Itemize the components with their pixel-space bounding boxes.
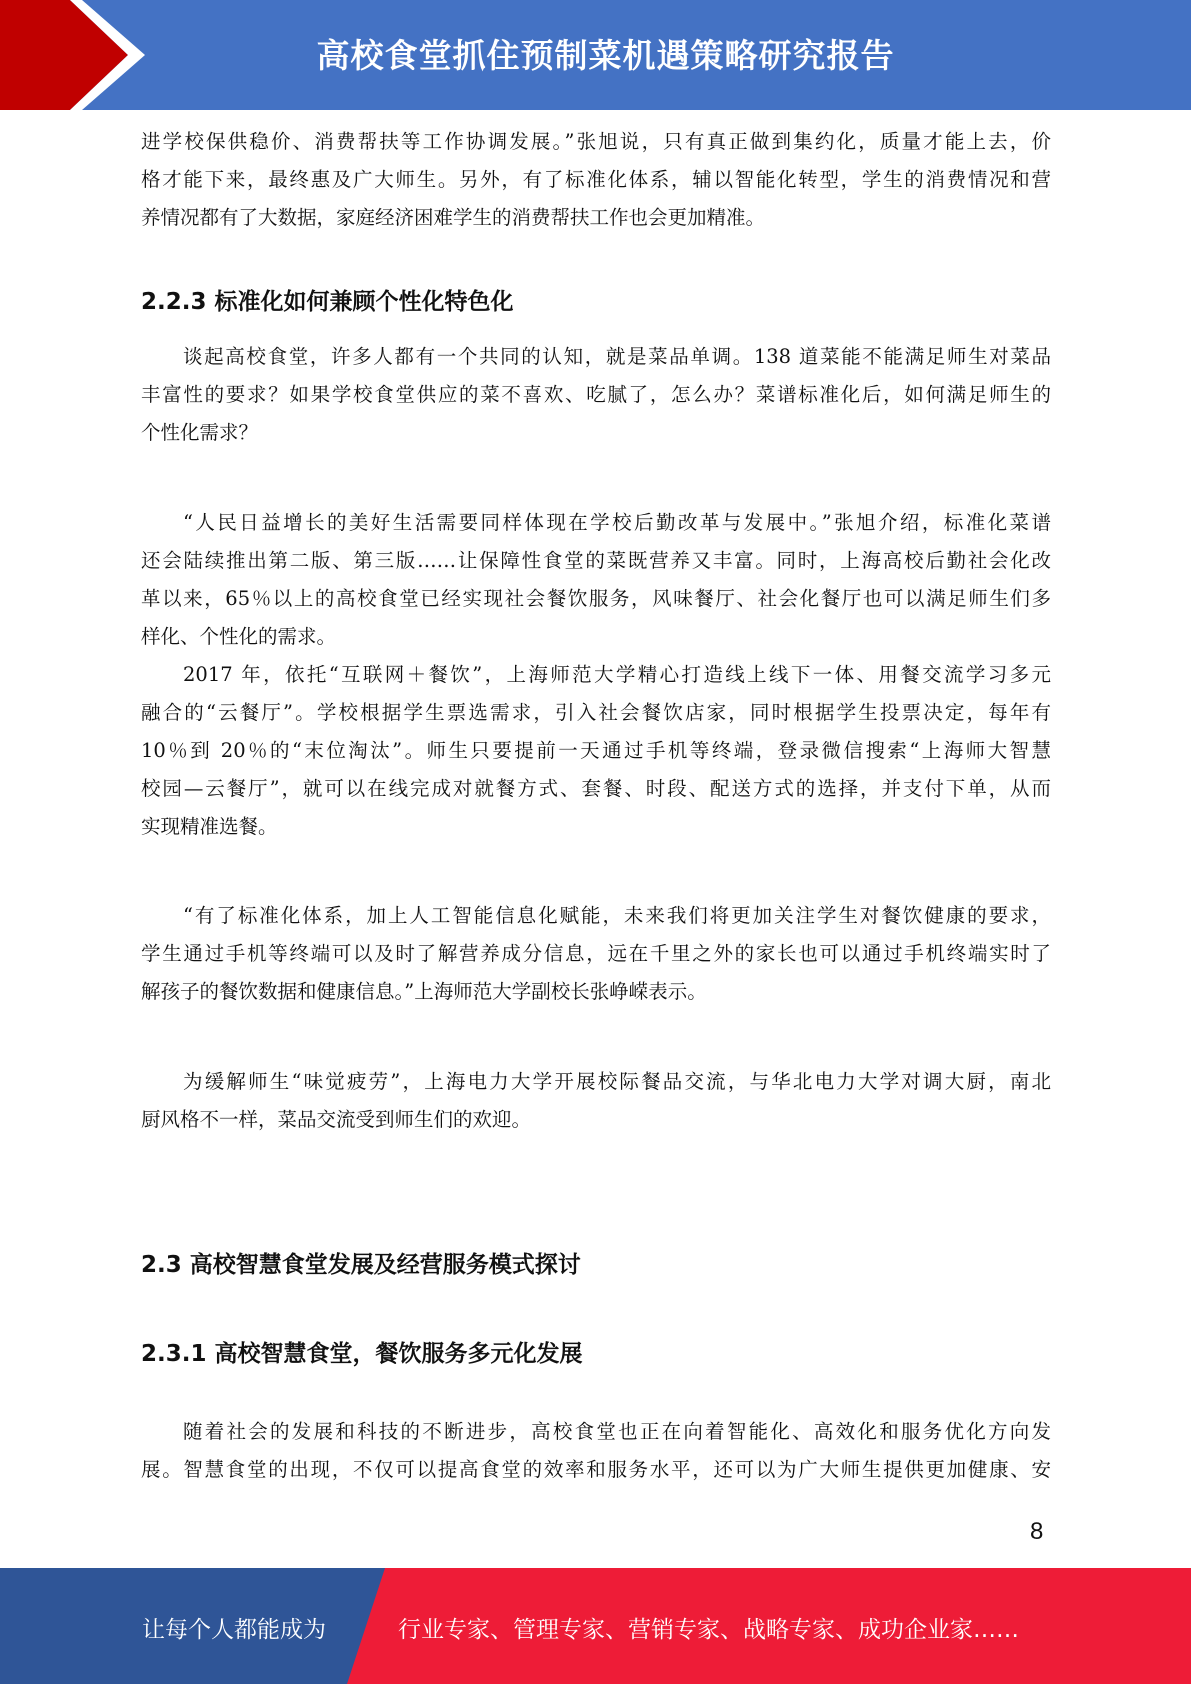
footer-slogan-right: 行业专家、管理专家、营销专家、战略专家、成功企业家…… <box>398 1617 1019 1643</box>
text-line: 为缓解师生“味觉疲劳”，上海电力大学开展校际餐品交流，与华北电力大学对调大厨，南北 <box>183 1070 1051 1093</box>
page-number: 8 <box>1030 1518 1044 1545</box>
text-line: 10％到 20％的“末位淘汰”。师生只要提前一天通过手机等终端，登录微信搜索“上海师大智慧 <box>141 739 1051 762</box>
page-footer <box>0 1568 1191 1684</box>
text-line: 进学校保供稳价、消费帮扶等工作协调发展。”张旭说，只有真正做到集约化，质量才能上去，价 <box>141 130 1051 153</box>
paragraph-4 <box>141 656 1051 846</box>
paragraph-2 <box>141 338 1051 452</box>
text-line: 格才能下来，最终惠及广大师生。另外，有了标准化体系，辅以智能化转型，学生的消费情况和营 <box>141 168 1051 191</box>
text-line: 随着社会的发展和科技的不断进步，高校食堂也正在向着智能化、高效化和服务优化方向发 <box>183 1420 1051 1443</box>
paragraph-7 <box>141 1413 1051 1489</box>
text-line: 校园—云餐厅”，就可以在线完成对就餐方式、套餐、时段、配送方式的选择，并支付下单，从而 <box>141 777 1051 800</box>
report-title: 高校食堂抓住预制菜机遇策略研究报告 <box>316 36 895 75</box>
text-line: “有了标准化体系，加上人工智能信息化赋能，未来我们将更加关注学生对餐饮健康的要求， <box>183 904 1051 927</box>
footer-slogan-left: 让每个人都能成为 <box>142 1617 326 1643</box>
text-line: 2017 年，依托“互联网＋餐饮”，上海师范大学精心打造线上线下一体、用餐交流学习多元 <box>183 663 1051 686</box>
text-line: 还会陆续推出第二版、第三版……让保障性食堂的菜既营养又丰富。同时，上海高校后勤社会化改 <box>141 549 1051 572</box>
paragraph-5 <box>141 897 1051 1011</box>
text-line: 展。智慧食堂的出现，不仅可以提高食堂的效率和服务水平，还可以为广大师生提供更加健康、安 <box>141 1458 1051 1481</box>
section-heading-2-3-1: 2.3.1 高校智慧食堂，餐饮服务多元化发展 <box>141 1341 583 1367</box>
section-heading-2-2-3: 2.2.3 标准化如何兼顾个性化特色化 <box>141 289 514 315</box>
text-line: 革以来，65％以上的高校食堂已经实现社会餐饮服务，风味餐厅、社会化餐厅也可以满足师生们多 <box>141 587 1051 610</box>
text-line: 谈起高校食堂，许多人都有一个共同的认知，就是菜品单调。138 道菜能不能满足师生对菜品 <box>183 345 1051 368</box>
page-header <box>0 0 1191 110</box>
text-line: 融合的“云餐厅”。学校根据学生票选需求，引入社会餐饮店家，同时根据学生投票决定，每年有 <box>141 701 1051 724</box>
text-line: 样化、个性化的需求。 <box>141 625 337 648</box>
text-line: 个性化需求？ <box>141 421 259 444</box>
text-line: “人民日益增长的美好生活需要同样体现在学校后勤改革与发展中。”张旭介绍，标准化菜谱 <box>183 511 1051 534</box>
section-heading-2-3: 2.3 高校智慧食堂发展及经营服务模式探讨 <box>141 1252 581 1278</box>
text-line: 厨风格不一样，菜品交流受到师生们的欢迎。 <box>141 1108 532 1131</box>
paragraph-3 <box>141 504 1051 656</box>
text-line: 养情况都有了大数据，家庭经济困难学生的消费帮扶工作也会更加精准。 <box>141 206 766 229</box>
text-line: 丰富性的要求？如果学校食堂供应的菜不喜欢、吃腻了，怎么办？菜谱标准化后，如何满足师生的 <box>141 383 1051 406</box>
paragraph-6 <box>141 1063 1051 1139</box>
text-line: 学生通过手机等终端可以及时了解营养成分信息，远在千里之外的家长也可以通过手机终端实时了 <box>141 942 1051 965</box>
paragraph-1 <box>141 123 1051 237</box>
text-line: 实现精准选餐。 <box>141 815 278 838</box>
text-line: 解孩子的餐饮数据和健康信息。”上海师范大学副校长张峥嵘表示。 <box>141 980 707 1003</box>
